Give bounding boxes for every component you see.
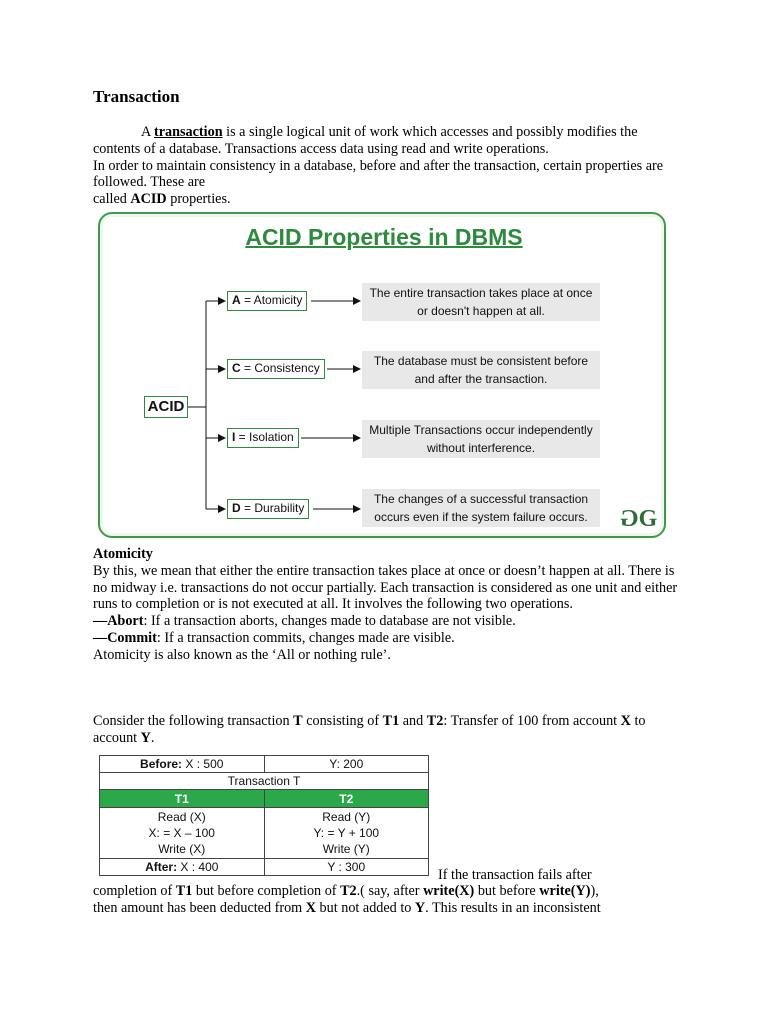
durability-node [227, 499, 309, 519]
atomicity-letter: A [232, 293, 241, 307]
acid-root-node: ACID [144, 396, 188, 418]
failure-y: Y [414, 899, 426, 916]
durability-desc-line1: The changes of a successful transaction [373, 492, 589, 506]
isolation-description [362, 420, 600, 458]
atomicity-desc-line2: or doesn't happen at all. [417, 304, 545, 318]
failure-text-6: then amount has been deducted from [93, 899, 306, 916]
acid-diagram [98, 212, 666, 538]
atomicity-label: = Atomicity [240, 293, 303, 307]
example-text-6: . [150, 729, 155, 746]
example-y: Y [140, 729, 151, 746]
table-row-operations [100, 808, 429, 859]
example-paragraph [93, 713, 678, 747]
intro-lead: A [141, 124, 155, 140]
durability-description [362, 489, 600, 527]
isolation-label: = Isolation [235, 430, 294, 444]
commit-dash: — [93, 629, 108, 646]
failure-text-4: but before [474, 883, 540, 899]
isolation-letter: I [232, 430, 236, 444]
page-title: Transaction [93, 87, 180, 106]
failure-text-5: ), [590, 883, 599, 899]
t2-op-compute: Y: = Y + 100 [313, 826, 380, 840]
table-row-caption [100, 773, 429, 790]
isolation-desc-line2: without interference. [426, 441, 536, 455]
failure-text-3: .( say, after [356, 883, 424, 899]
t2-op-read: Read (Y) [322, 810, 371, 824]
durability-letter: D [232, 501, 241, 515]
called-prefix: called [93, 191, 131, 208]
called-suffix: properties. [166, 191, 231, 208]
atomicity-description [362, 283, 600, 321]
table-caption: Transaction T [100, 773, 429, 790]
failure-x: X [305, 899, 316, 916]
t1-operations [100, 808, 265, 859]
consistency-desc-line2: and after the transaction. [414, 372, 548, 386]
abort-dash: — [93, 613, 108, 630]
example-t1: T1 [382, 713, 400, 729]
t1-op-compute: X: = X – 100 [148, 826, 215, 840]
after-x-cell [100, 859, 265, 876]
failure-intro: If the transaction fails after [438, 867, 592, 883]
durability-desc-line2: occurs even if the system failure occurs. [374, 510, 588, 524]
failure-t2: T2 [340, 883, 357, 899]
t2-op-write: Write (Y) [322, 842, 370, 856]
example-t2: T2 [426, 713, 444, 729]
durability-label: = Durability [240, 501, 305, 515]
abort-text: : If a transaction aborts, changes made to database are not visible. [143, 613, 516, 630]
table-row-before [100, 756, 429, 773]
example-text-2: consisting of [302, 713, 383, 729]
before-label: Before: [140, 757, 183, 771]
atomicity-desc-line1: The entire transaction takes place at once [369, 286, 593, 300]
intro-rest: is a single logical unit of work which accesses and possibly modifies the contents of a database. Transactions access data using read and write operations. [93, 124, 638, 157]
abort-term: Abort [107, 613, 144, 630]
example-text-1: Consider the following transaction [93, 713, 294, 729]
failure-write-y: write(Y) [539, 883, 591, 899]
failure-t1: T1 [175, 883, 193, 899]
diagram-title: ACID Properties in DBMS [245, 224, 523, 250]
consistency-desc-line1: The database must be consistent before [373, 354, 589, 368]
commit-term: Commit [107, 629, 157, 646]
example-text-5: to account [93, 713, 646, 746]
table-header-row [100, 790, 429, 808]
after-y-cell: Y : 300 [264, 859, 429, 876]
before-x: X : 500 [182, 757, 224, 771]
column-header-t1: T1 [100, 790, 265, 808]
geeksforgeeks-logo: GG [622, 506, 656, 532]
failure-paragraph [93, 883, 678, 917]
atomicity-body: By this, we mean that either the entire transaction takes place at once or doesn’t happen at all. There is no midway i.e. transactions do not occur partially. Each transaction is considered as one unit and either runs to completion or is not executed at all. It involves the following two operations. [93, 562, 678, 613]
before-y-cell: Y: 200 [264, 756, 429, 773]
before-x-cell [100, 756, 265, 773]
example-t: T [293, 713, 303, 729]
example-text-4: : Transfer of 100 from account [443, 713, 621, 729]
atomicity-alias: Atomicity is also known as the ‘All or nothing rule’. [93, 646, 391, 663]
consistency-label: = Consistency [240, 361, 320, 375]
isolation-desc-line1: Multiple Transactions occur independently [369, 423, 593, 437]
commit-text: : If a transaction commits, changes made are visible. [156, 629, 455, 646]
intro-paragraph [93, 124, 678, 208]
transaction-term: transaction [154, 124, 223, 140]
column-header-t2: T2 [264, 790, 429, 808]
example-text-3: and [399, 713, 427, 729]
failure-text-1: completion of [93, 883, 176, 899]
acid-term: ACID [130, 191, 167, 208]
t1-op-write: Write (X) [158, 842, 206, 856]
example-x: X [620, 713, 631, 729]
t1-op-read: Read (X) [157, 810, 206, 824]
failure-write-x: write(X) [423, 883, 475, 899]
after-x: X : 400 [177, 860, 219, 874]
intro-line2: In order to maintain consistency in a database, before and after the transaction, certain properties are followed. These are [93, 157, 664, 191]
atomicity-node [227, 291, 307, 311]
after-label: After: [145, 860, 178, 874]
t2-operations [264, 808, 429, 859]
transaction-table [99, 755, 429, 876]
consistency-description [362, 351, 600, 389]
atomicity-section [93, 546, 678, 664]
failure-text-8: . This results in an inconsistent [425, 899, 601, 916]
table-row-after [100, 859, 429, 876]
consistency-node [227, 359, 325, 379]
atomicity-heading: Atomicity [93, 546, 153, 562]
failure-text-7: but not added to [316, 899, 415, 916]
failure-text-2: but before completion of [192, 883, 341, 899]
consistency-letter: C [232, 361, 241, 375]
isolation-node [227, 428, 299, 448]
